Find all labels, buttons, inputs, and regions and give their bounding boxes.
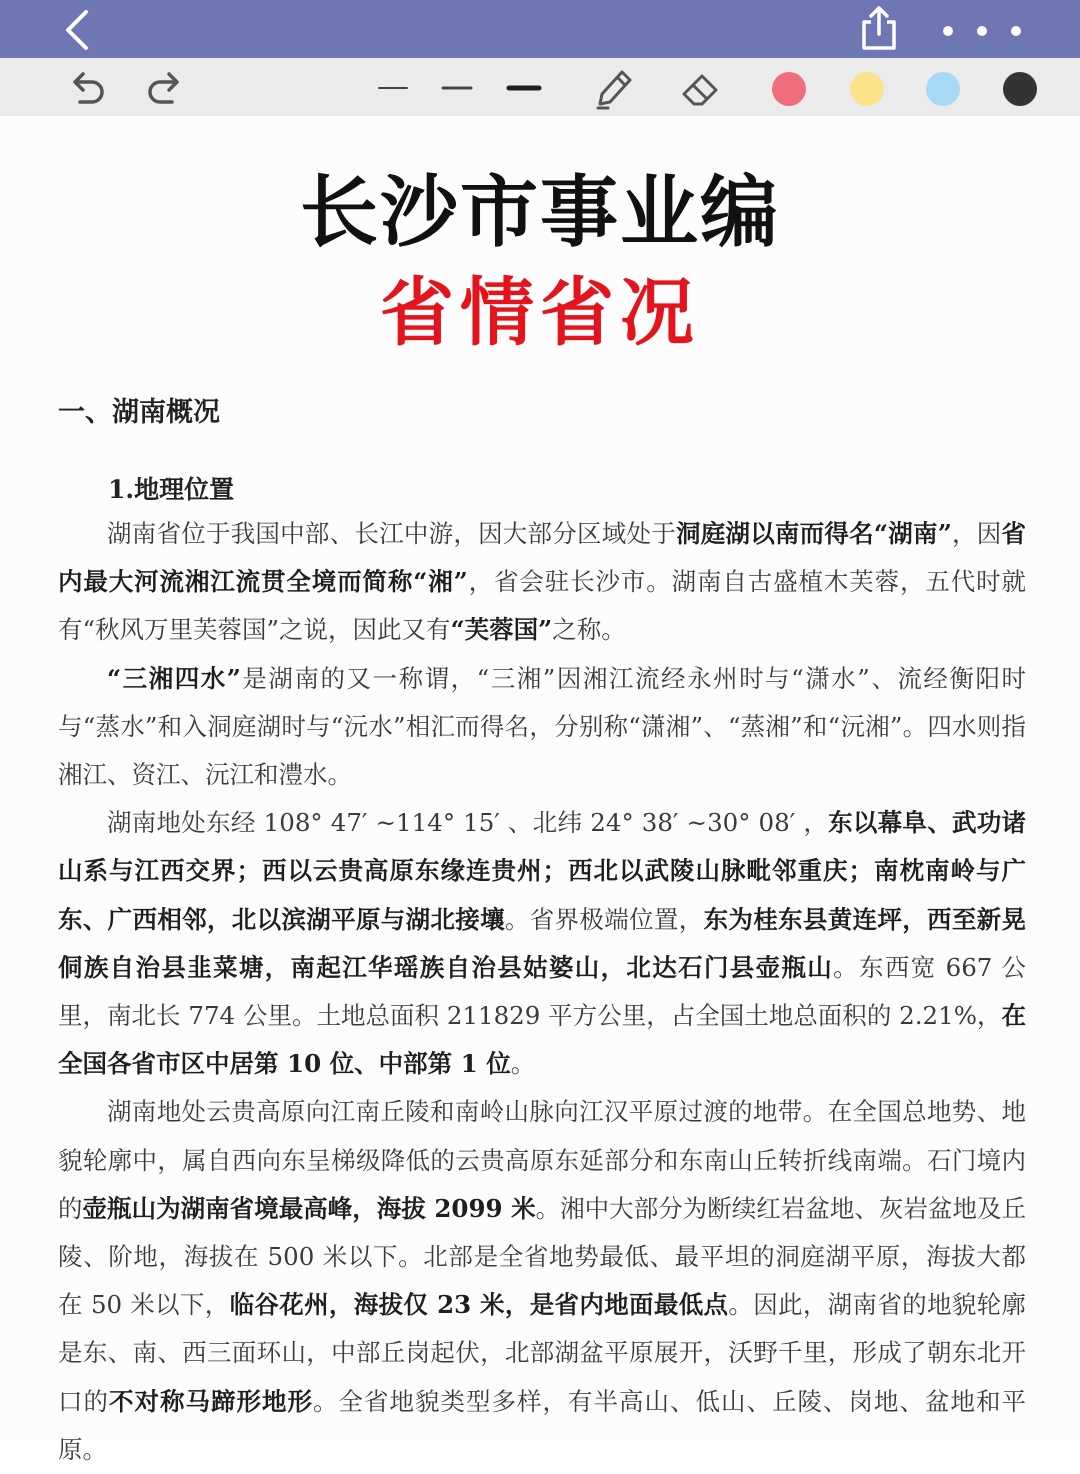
text-run: 湖南地处云贵高原向江南丘陵和南岭山脉向江汉平原过渡的地带。在全国总地势、地貌轮廓中，属自西向东呈梯级降低的云贵高原东延部分和东南山丘转折线南端。石门境内的 <box>58 1097 1026 1223</box>
color-swatch-blue[interactable] <box>926 72 960 106</box>
bold-text-run: 东为桂东县黄连坪，西至新晃侗族自治县韭菜塘，南起江华瑶族自治县姑婆山，北达石门县壶瓶山 <box>58 904 1027 982</box>
annotation-toolbar <box>0 58 1080 116</box>
text-run: 是湖南的又一称谓，“三湘”因湘江流经永州时与“潇水”、流经衡阳时与“蒸水”和入洞庭湖时与“沅水”相汇而得名，分别称“潇湘”、“蒸湘”和“沅湘”。四水则指湘江、资江、沅江和澧水。 <box>58 663 1026 790</box>
body-paragraph <box>58 510 1026 655</box>
text-run: 湖南省位于我国中部、长江中游，因大部分区域处于 <box>107 519 676 548</box>
text-run: 。省界极端位置， <box>504 904 704 934</box>
bold-text-run: 壶瓶山为湖南省境最高峰，海拔 2099 米 <box>82 1193 536 1223</box>
undo-button[interactable] <box>66 68 110 112</box>
undo-icon <box>66 68 110 108</box>
share-icon <box>856 2 902 52</box>
text-run: 。全省地貌类型多样，有半高山、低山、丘陵、岗地、盆地和平原。 <box>58 1386 1026 1464</box>
thick-line-icon <box>506 76 542 100</box>
document-page <box>0 116 1080 1464</box>
color-swatch-black[interactable] <box>1003 72 1037 106</box>
thin-line-icon <box>376 76 410 100</box>
back-button[interactable] <box>56 8 98 52</box>
document-subtitle: 省情省况 <box>380 270 700 356</box>
subsection-heading: 1.地理位置 <box>108 475 235 504</box>
pen-tool-button[interactable] <box>590 64 638 116</box>
stroke-thin-button[interactable] <box>376 76 410 104</box>
stroke-medium-button[interactable] <box>440 76 474 104</box>
body-paragraph <box>58 799 1026 1088</box>
more-options-button[interactable] <box>934 14 1030 48</box>
text-run: 。东西宽 667 公里，南北长 774 公里。土地总面积 211829 平方公里，占全国土地总面积的 2.21%， <box>58 952 1027 1031</box>
redo-button[interactable] <box>142 68 186 112</box>
body-paragraph <box>58 655 1026 800</box>
bold-text-run: 省内最大河流湘江流贯全境而简称“湘” <box>58 519 1027 597</box>
eraser-tool-button[interactable] <box>678 66 724 114</box>
text-run: ，因 <box>951 519 1002 548</box>
stroke-thick-button[interactable] <box>506 76 542 104</box>
bold-text-run: 临谷花州，海拔仅 23 米，是省内地面最低点 <box>229 1290 729 1320</box>
color-swatch-red[interactable] <box>772 72 806 106</box>
bold-text-run: 不对称马蹄形地形 <box>109 1386 313 1416</box>
document-title: 长沙市事业编 <box>299 168 780 258</box>
bold-text-run: 东以幕阜、武功诸山系与江西交界；西以云贵高原东缘连贵州；西北以武陵山脉毗邻重庆；南枕南岭与广东、广西相邻，北以滨湖平原与湖北接壤 <box>58 808 1026 934</box>
body-paragraph <box>58 1088 1026 1474</box>
back-arrow-icon <box>56 8 98 52</box>
top-app-bar <box>0 0 1080 58</box>
text-run: 湖南地处东经 108° 47′ ~114° 15′ 、北纬 24° 38′ ~30° 08′ ， <box>107 808 829 838</box>
document-body <box>58 510 1026 1474</box>
section-heading: 一、湖南概况 <box>58 397 220 428</box>
share-button[interactable] <box>856 2 902 52</box>
bold-text-run: “芙蓉国” <box>450 615 553 645</box>
pen-icon <box>590 64 638 112</box>
color-swatch-yellow[interactable] <box>850 72 884 106</box>
bold-text-run: 洞庭湖以南而得名“湖南” <box>675 519 952 548</box>
text-run: 。因此，湖南省的地貌轮廓是东、南、西三面环山，中部丘岗起伏，北部湖盆平原展开，沃野千里，形成了朝东北开口的 <box>58 1290 1026 1416</box>
bold-text-run: 在全国各省市区中居第 10 位、中部第 1 位 <box>58 1001 1026 1079</box>
redo-icon <box>142 68 186 108</box>
bold-text-run: “三湘四水” <box>107 663 241 693</box>
eraser-icon <box>678 66 724 110</box>
text-run: ，省会驻长沙市。湖南自古盛植木芙蓉，五代时就有“秋风万里芙蓉国”之说，因此又有 <box>58 567 1027 645</box>
more-icon <box>934 14 1030 48</box>
text-run: 之称。 <box>552 615 626 645</box>
text-run: 。湘中大部分为断续红岩盆地、灰岩盆地及丘陵、阶地，海拔在 500 米以下。北部是全省地势最低、最平坦的洞庭湖平原，海拔大都在 50 米以下， <box>58 1193 1027 1320</box>
text-run: 。 <box>510 1049 536 1079</box>
medium-line-icon <box>440 76 474 100</box>
